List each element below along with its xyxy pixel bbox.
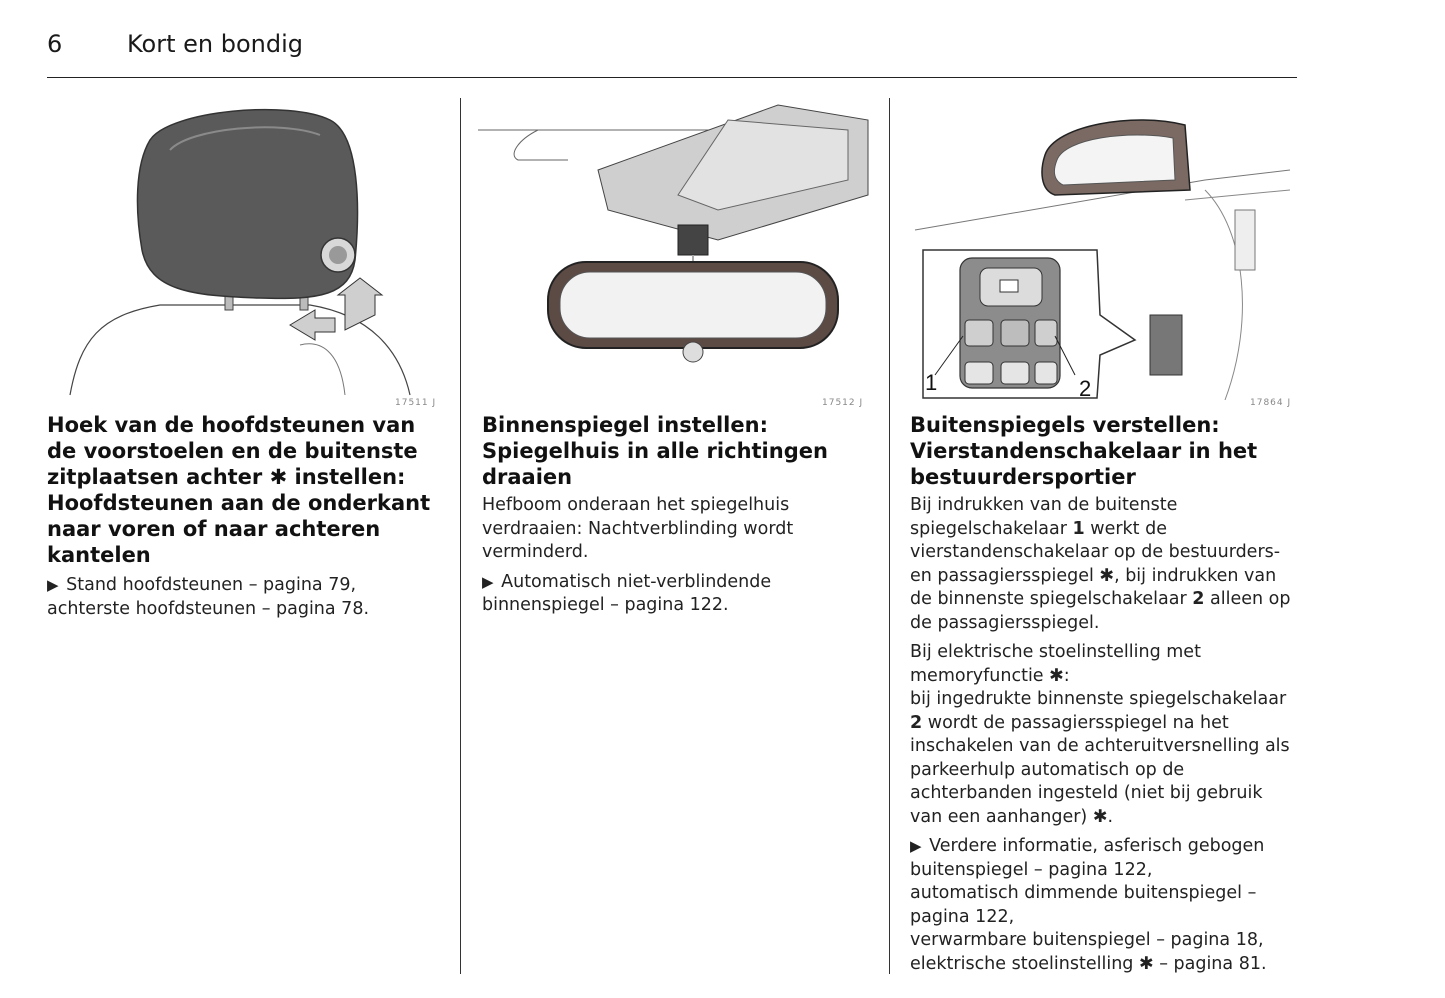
callout-1: 1 [925, 370, 938, 395]
header-divider [47, 77, 1297, 78]
section-heading: Hoek van de hoofdsteunen van de voorstoelen en de buitenste zitplaatsen achter ✱ instellen: Hoofdsteunen aan de onderkant naar voren of naar achteren kantelen [47, 413, 431, 567]
page-title: Kort en bondig [127, 30, 304, 58]
figure-code: 17864 J [1250, 398, 1292, 408]
figure-code: 17511 J [395, 398, 437, 408]
exterior-mirror-figure [905, 100, 1295, 400]
body-paragraph: Hefboom onderaan het spiegelhuis verdraaien: Nachtverblinding wordt verminderd. [482, 495, 794, 562]
headrest-figure [60, 100, 450, 400]
cross-reference: ▶ Verdere informatie, asferisch gebogen buitenspiegel – pagina 122, automatisch dimmende buitenspiegel – pagina 122, verwarmbare buitenspiegel – pagina 18, elektrische stoelinstelling ✱ – pagina 81. [910, 836, 1267, 974]
section-heading: Buitenspiegels verstellen: Vierstandenschakelaar in het bestuurdersportier [910, 413, 1258, 489]
cross-reference: ▶ Stand hoofdsteunen – pagina 79, achterste hoofdsteunen – pagina 78. [47, 575, 370, 619]
interior-mirror-figure [478, 100, 873, 400]
body-paragraph-1: Bij indrukken van de buitenste spiegelschakelaar 1 werkt de vierstandenschakelaar op de bestuurders- en passagiersspiegel ✱, bij indrukken van de binnenste spiegelschakelaar 2 alleen op de passagiersspiegel. [910, 495, 1291, 633]
callout-2: 2 [1079, 376, 1092, 400]
body-paragraph-2: Bij elektrische stoelinstelling met memoryfunctie ✱: bij ingedrukte binnenste spiegelschakelaar 2 wordt de passagiersspiegel na het inschakelen van de achteruitversnelling als parkeerhulp automatisch op de achterbanden ingesteld (niet bij gebruik van een aanhanger) ✱. [910, 642, 1290, 827]
column-divider-1 [460, 98, 461, 974]
figure-code: 17512 J [822, 398, 864, 408]
section-heading: Binnenspiegel instellen: Spiegelhuis in alle richtingen draaien [482, 413, 828, 489]
cross-reference: ▶ Automatisch niet-verblindende binnenspiegel – pagina 122. [482, 571, 772, 615]
page-number: 6 [47, 30, 63, 58]
column-divider-2 [889, 98, 890, 974]
